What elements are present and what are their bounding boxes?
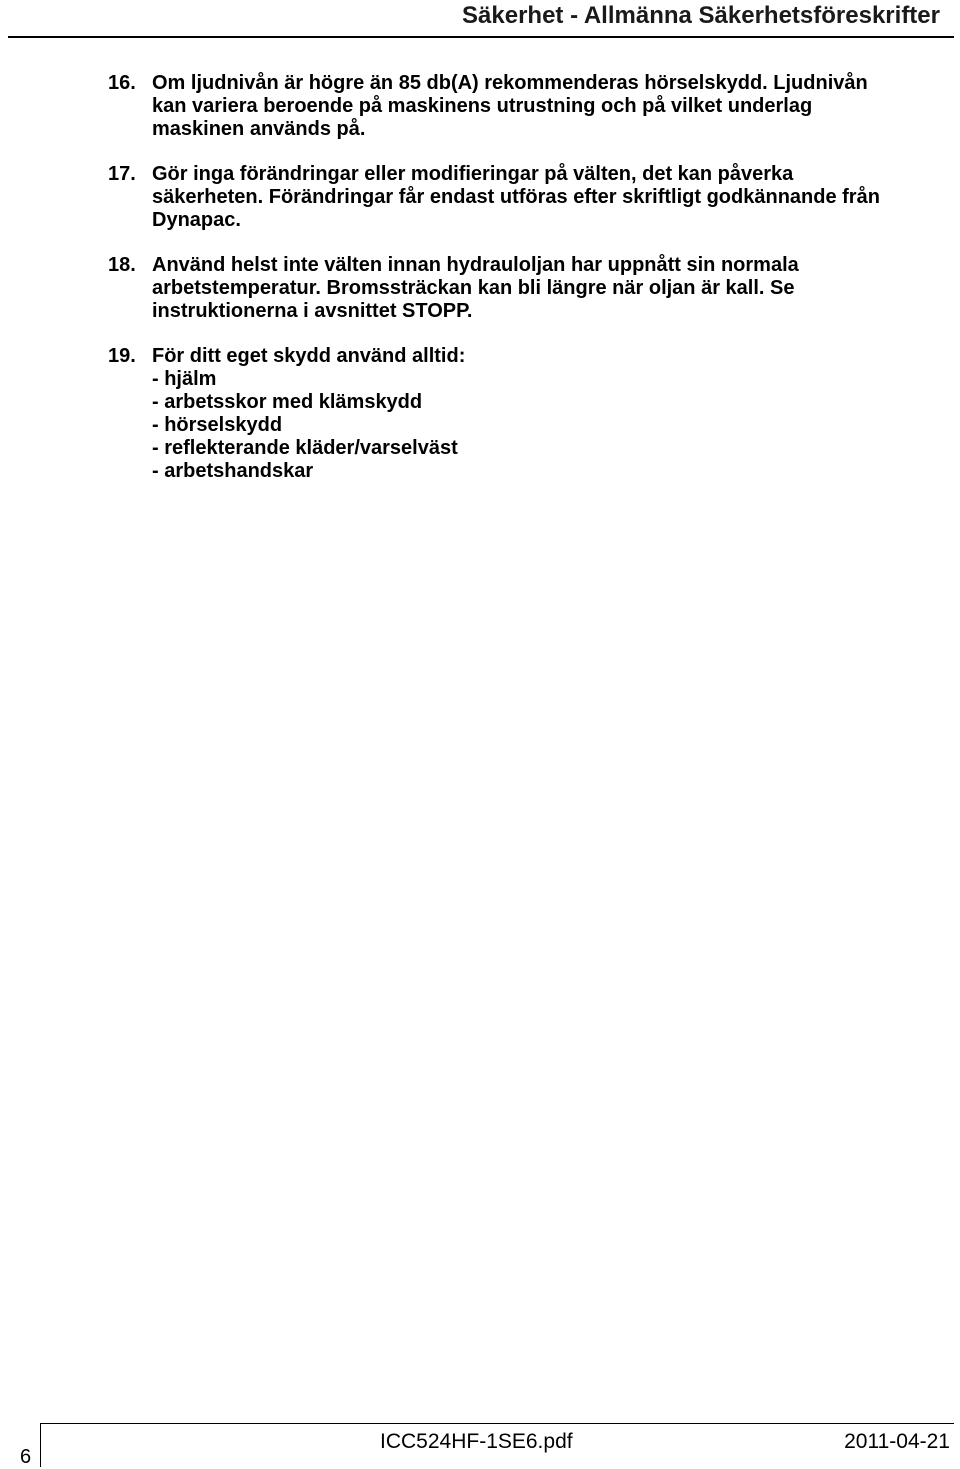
list-item: - hörselskydd (152, 414, 283, 436)
item-text-line: kan variera beroende på maskinens utrustning och på vilket underlag (152, 95, 813, 117)
item-number: 18. (108, 254, 136, 276)
item-text-line: säkerheten. Förändringar får endast utföras efter skriftligt godkännande från (152, 186, 880, 208)
item-text-line: instruktionerna i avsnittet STOPP. (152, 300, 473, 322)
list-item: - reflekterande kläder/varselväst (152, 437, 458, 459)
item-text-line: arbetstemperatur. Bromssträckan kan bli längre när oljan är kall. Se (152, 277, 795, 299)
item-text-line: maskinen används på. (152, 118, 366, 140)
footer-divider (40, 1423, 954, 1424)
instruction-item-18 (108, 254, 948, 323)
list-item: - hjälm (152, 368, 217, 390)
list-item: - arbetsskor med klämskydd (152, 391, 423, 413)
item-intro-text: För ditt eget skydd använd alltid: (152, 345, 466, 367)
item-text-line: Om ljudnivån är högre än 85 db(A) rekommenderas hörselskydd. Ljudnivån (152, 72, 868, 94)
instruction-item-19 (108, 345, 948, 483)
item-text-line: Dynapac. (152, 209, 241, 231)
document-date: 2011-04-21 (844, 1430, 950, 1453)
header-divider (8, 36, 954, 38)
safety-instructions (108, 72, 948, 505)
footer-vertical-divider (40, 1423, 41, 1467)
item-number: 17. (108, 163, 136, 185)
item-text-line: Gör inga förändringar eller modifieringar på välten, det kan påverka (152, 163, 794, 185)
page-title: Säkerhet - Allmänna Säkerhetsföreskrifter (462, 2, 940, 29)
list-item: - arbetshandskar (152, 460, 314, 482)
item-number: 19. (108, 345, 136, 367)
protective-equipment-list (152, 368, 948, 483)
instruction-item-16 (108, 72, 948, 141)
document-filename: ICC524HF-1SE6.pdf (380, 1430, 573, 1453)
item-text-line: Använd helst inte välten innan hydrauloljan har uppnått sin normala (152, 254, 799, 276)
page-number: 6 (20, 1446, 32, 1468)
instruction-item-17 (108, 163, 948, 232)
item-number: 16. (108, 72, 136, 94)
